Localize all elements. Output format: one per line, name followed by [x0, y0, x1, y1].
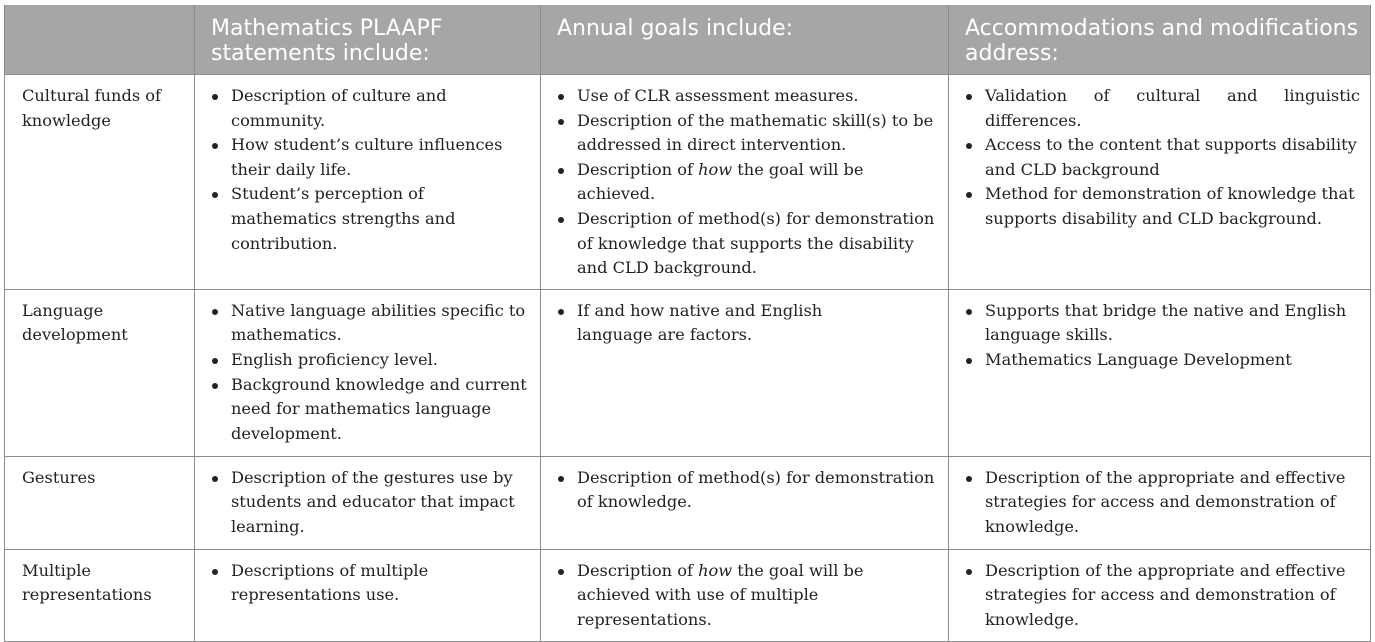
header-plaapf: Mathematics PLAAPF statements include:	[195, 5, 541, 75]
list-item: Description of the appropriate and effective strategies for access and demonstration of knowledge.	[966, 466, 1360, 540]
text-emphasis: how	[698, 159, 733, 179]
list-item: Native language abilities specific to mathematics.	[212, 299, 530, 348]
goals-cell	[541, 456, 949, 549]
table-row	[5, 456, 1371, 549]
list-item: Mathematics Language Development	[966, 348, 1360, 373]
bullet-list	[558, 84, 938, 281]
bullet-list	[212, 299, 530, 447]
text-pre: Description of	[577, 560, 699, 580]
list-item: Validation of cultural and linguistic differences.	[966, 84, 1360, 133]
header-accommodations: Accommodations and modifications address:	[949, 5, 1371, 75]
row-label: Cultural funds of knowledge	[5, 75, 195, 290]
table-row	[5, 549, 1371, 641]
list-item: Description of the gestures use by students and educator that impact learning.	[212, 466, 530, 540]
list-item: Access to the content that supports disability and CLD background	[966, 133, 1360, 182]
header-row	[5, 5, 1371, 75]
list-item: English proficiency level.	[212, 348, 530, 373]
list-item: Description of the appropriate and effective strategies for access and demonstration of knowledge.	[966, 559, 1360, 633]
row-label: Language development	[5, 289, 195, 456]
plaapf-cell	[195, 75, 541, 290]
list-item: Method for demonstration of knowledge that supports disability and CLD background.	[966, 182, 1360, 231]
plaapf-cell	[195, 289, 541, 456]
row-label: Multiple representations	[5, 549, 195, 641]
goals-cell	[541, 75, 949, 290]
list-item: Student’s perception of mathematics strengths and contribution.	[212, 182, 530, 256]
bullet-list	[212, 84, 530, 256]
text-pre: Description of	[577, 159, 699, 179]
accommodations-cell	[949, 289, 1371, 456]
text-post: the goal will be achieved.	[577, 159, 864, 204]
bullet-list	[966, 466, 1360, 540]
bullet-list	[558, 466, 938, 515]
list-item: Description of method(s) for demonstration of knowledge that supports the disability and CLD background.	[558, 207, 938, 281]
list-item	[558, 559, 938, 633]
goals-cell	[541, 289, 949, 456]
bullet-list	[558, 299, 938, 348]
list-item: Description of method(s) for demonstration of knowledge.	[558, 466, 938, 515]
list-item	[558, 158, 938, 207]
header-annual-goals: Annual goals include:	[541, 5, 949, 75]
text-post: the goal will be achieved with use of multiple representations.	[577, 560, 864, 629]
list-item: Use of CLR assessment measures.	[558, 84, 938, 109]
row-label: Gestures	[5, 456, 195, 549]
text-emphasis: how	[698, 560, 733, 580]
bullet-list	[212, 466, 530, 540]
bullet-list	[966, 299, 1360, 373]
bullet-list	[966, 559, 1360, 633]
goals-cell	[541, 549, 949, 641]
plaapf-cell	[195, 549, 541, 641]
accommodations-cell	[949, 549, 1371, 641]
table-row	[5, 289, 1371, 456]
list-item: Description of the mathematic skill(s) to be addressed in direct intervention.	[558, 109, 938, 158]
accommodations-cell	[949, 75, 1371, 290]
list-item: How student’s culture influences their daily life.	[212, 133, 530, 182]
bullet-list	[966, 84, 1360, 232]
header-empty	[5, 5, 195, 75]
list-item: Descriptions of multiple representations use.	[212, 559, 530, 608]
list-item: Background knowledge and current need for mathematics language development.	[212, 373, 530, 447]
iep-planning-table	[4, 5, 1371, 642]
table-row	[5, 75, 1371, 290]
bullet-list	[558, 559, 938, 633]
accommodations-cell	[949, 456, 1371, 549]
plaapf-cell	[195, 456, 541, 549]
list-item: If and how native and English language are factors.	[558, 299, 938, 348]
list-item: Description of culture and community.	[212, 84, 530, 133]
list-item: Supports that bridge the native and English language skills.	[966, 299, 1360, 348]
bullet-list	[212, 559, 530, 608]
